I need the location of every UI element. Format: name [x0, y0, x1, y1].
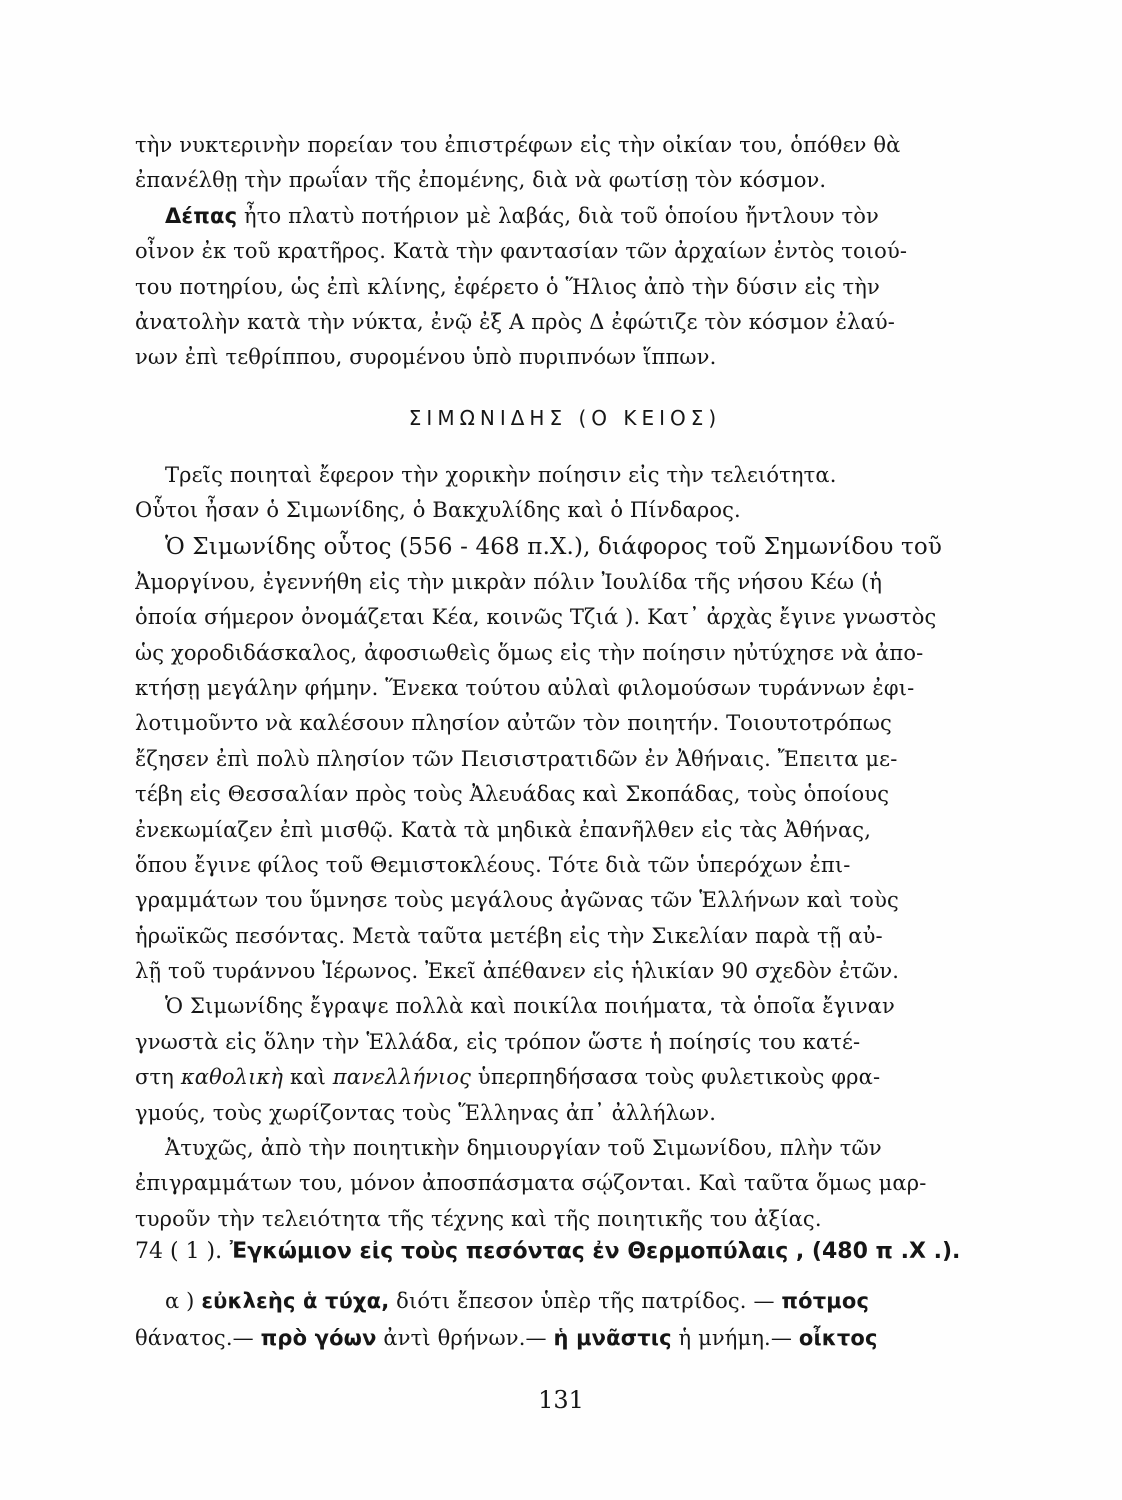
- note-term: εὐκλεὴς ἁ τύχα,: [201, 1289, 390, 1313]
- text-line: ὁποία σήμερον ὀνομάζεται Κέα, κοινῶς Τζιά ). Κατ᾽ ἀρχὰς ἔγινε γνωστὸς: [135, 605, 937, 630]
- text-line: Ἀτυχῶς, ἀπὸ τὴν ποιητικὴν δημιουργίαν τοῦ Σιμωνίδου, πλὴν τῶν: [165, 1136, 882, 1161]
- text-line: τὴν νυκτερινὴν πορείαν του ἐπιστρέφων εἰς τὴν οἰκίαν του, ὁπόθεν θὰ: [135, 133, 901, 157]
- text-line: Ἀμοργίνου, ἐγεννήθη εἰς τὴν μικρὰν πόλιν Ἰουλίδα τῆς νήσου Κέω (ἡ: [135, 569, 883, 594]
- text-line: ἔζησεν ἐπὶ πολὺ πλησίον τῶν Πεισιστρατιδῶν ἐν Ἀθήναις. Ἔπειτα με-: [135, 746, 898, 771]
- text-line: ἐπανέλθῃ τὴν πρωΐαν τῆς ἐπομένης, διὰ νὰ φωτίσῃ τὸν κόσμον.: [135, 168, 827, 193]
- note-line: [135, 1283, 995, 1320]
- text-line: Ὁ Σιμωνίδης οὗτος (556 - 468 π.Χ.), διάφορος τοῦ Σημωνίδου τοῦ: [165, 533, 943, 560]
- poem-title: [135, 1232, 1005, 1272]
- note-term: ἡ μνᾶστις: [553, 1326, 672, 1350]
- section-heading: ΣΙΜΩΝΙΔΗΣ (Ο ΚΕΙΟΣ): [408, 406, 722, 430]
- text-line: Ὁ Σιμωνίδης ἔγραψε πολλὰ καὶ ποικίλα ποιήματα, τὰ ὁποῖα ἔγιναν: [165, 994, 895, 1019]
- note-text: θάνατος.—: [135, 1326, 261, 1350]
- text-line: ἐνεκωμίαζεν ἐπὶ μισθῷ. Κατὰ τὰ μηδικὰ ἐπανῆλθεν εἰς τὰς Ἀθήνας,: [135, 817, 872, 842]
- text-fragment: στη: [135, 1065, 181, 1090]
- note-text: διότι ἔπεσον ὑπὲρ τῆς πατρίδος. —: [389, 1289, 782, 1313]
- note-term: πρὸ γόων: [260, 1326, 377, 1350]
- poem-number: 74 ( 1 ).: [135, 1239, 223, 1264]
- note-label: α ): [165, 1289, 195, 1313]
- text-line: ἐπιγραμμάτων του, μόνον ἀποσπάσματα σῴζονται. Καὶ ταῦτα ὅμως μαρ-: [135, 1171, 927, 1196]
- text-line: του ποτηρίου, ὡς ἐπὶ κλίνης, ἐφέρετο ὁ Ἥλιος ἀπὸ τὴν δύσιν εἰς τὴν: [135, 274, 880, 299]
- note-term: πότμος: [781, 1289, 870, 1313]
- text-line: ὡς χοροδιδάσκαλος, ἀφοσιωθεὶς ὅμως εἰς τὴν ποίησιν ηὐτύχησε νὰ ἀπο-: [135, 640, 924, 665]
- depas-term: Δέπας: [165, 203, 238, 228]
- depas-first-line: [135, 199, 995, 234]
- text-line: γνωστὰ εἰς ὅλην τὴν Ἑλλάδα, εἰς τρόπον ὥστε ἡ ποίησίς του κατέ-: [135, 1029, 861, 1054]
- page-number: 131: [538, 1386, 584, 1414]
- text-line: λοτιμοῦντο νὰ καλέσουν πλησίον αὐτῶν τὸν ποιητήν. Τοιουτοτρόπως: [135, 711, 892, 736]
- text-line: κτήσῃ μεγάλην φήμην. Ἕνεκα τούτου αὐλαὶ φιλομούσων τυράννων ἐφι-: [135, 675, 915, 700]
- text-fragment: ὑπερπηδήσασα τοὺς φυλετικοὺς φρα-: [471, 1065, 881, 1090]
- text-line: οἶνον ἐκ τοῦ κρατῆρος. Κατὰ τὴν φαντασίαν τῶν ἀρχαίων ἐντὸς τοιού-: [135, 239, 908, 264]
- text-line: Τρεῖς ποιηταὶ ἔφερον τὴν χορικὴν ποίησιν εἰς τὴν τελειότητα.: [165, 463, 837, 487]
- text-line: νων ἐπὶ τεθρίππου, συρομένου ὑπὸ πυριπνόων ἵππων.: [135, 345, 717, 370]
- text-line: γμούς, τοὺς χωρίζοντας τοὺς Ἕλληνας ἀπ᾽ ἀλλήλων.: [135, 1100, 717, 1125]
- biography-text: [135, 458, 995, 1237]
- main-text: [135, 128, 995, 376]
- text-line: τέβη εἰς Θεσσαλίαν πρὸς τοὺς Ἀλευάδας καὶ Σκοπάδας, τοὺς ὁποίους: [135, 782, 890, 807]
- text-line: λῇ τοῦ τυράννου Ἱέρωνος. Ἐκεῖ ἀπέθανεν εἰς ἡλικίαν 90 σχεδὸν ἐτῶν.: [135, 959, 900, 984]
- text-line: τυροῦν τὴν τελειότητα τῆς τέχνης καὶ τῆς ποιητικῆς του ἀξίας.: [135, 1206, 822, 1231]
- text-line: ὅπου ἔγινε φίλος τοῦ Θεμιστοκλέους. Τότε διὰ τῶν ὑπερόχων ἐπι-: [135, 852, 851, 877]
- note-text: ἀντὶ θρήνων.—: [376, 1326, 554, 1350]
- text-line: ἀνατολὴν κατὰ τὴν νύκτα, ἐνῷ ἐξ Α πρὸς Δ ἐφώτιζε τὸν κόσμον ἐλαύ-: [135, 309, 895, 334]
- depas-first-line-rest: ἦτο πλατὺ ποτήριον μὲ λαβάς, διὰ τοῦ ὁποίου ἤντλουν τὸν: [237, 203, 879, 228]
- commentary-notes: [135, 1283, 995, 1357]
- note-line: [135, 1320, 995, 1357]
- italic-term-catholic: καθολικὴ: [180, 1065, 284, 1090]
- text-line: ἡρωϊκῶς πεσόντας. Μετὰ ταῦτα μετέβη εἰς τὴν Σικελίαν παρὰ τῇ αὐ-: [135, 923, 883, 948]
- text-fragment: καὶ: [283, 1065, 333, 1090]
- italic-term-panhellenic: πανελλήνιος: [332, 1065, 472, 1090]
- text-line: γραμμάτων του ὕμνησε τοὺς μεγάλους ἀγῶνας τῶν Ἑλλήνων καὶ τοὺς: [135, 888, 899, 913]
- text-line-with-italics: [135, 1060, 995, 1095]
- text-line: Οὗτοι ἦσαν ὁ Σιμωνίδης, ὁ Βακχυλίδης καὶ ὁ Πίνδαρος.: [135, 498, 741, 523]
- poem-title-text: Ἐγκώμιον εἰς τοὺς πεσόντας ἐν Θερμοπύλαις , (480 π .Χ .).: [222, 1239, 961, 1264]
- note-text: ἡ μνήμη.—: [671, 1326, 799, 1350]
- note-term: οἶκτος: [798, 1326, 878, 1350]
